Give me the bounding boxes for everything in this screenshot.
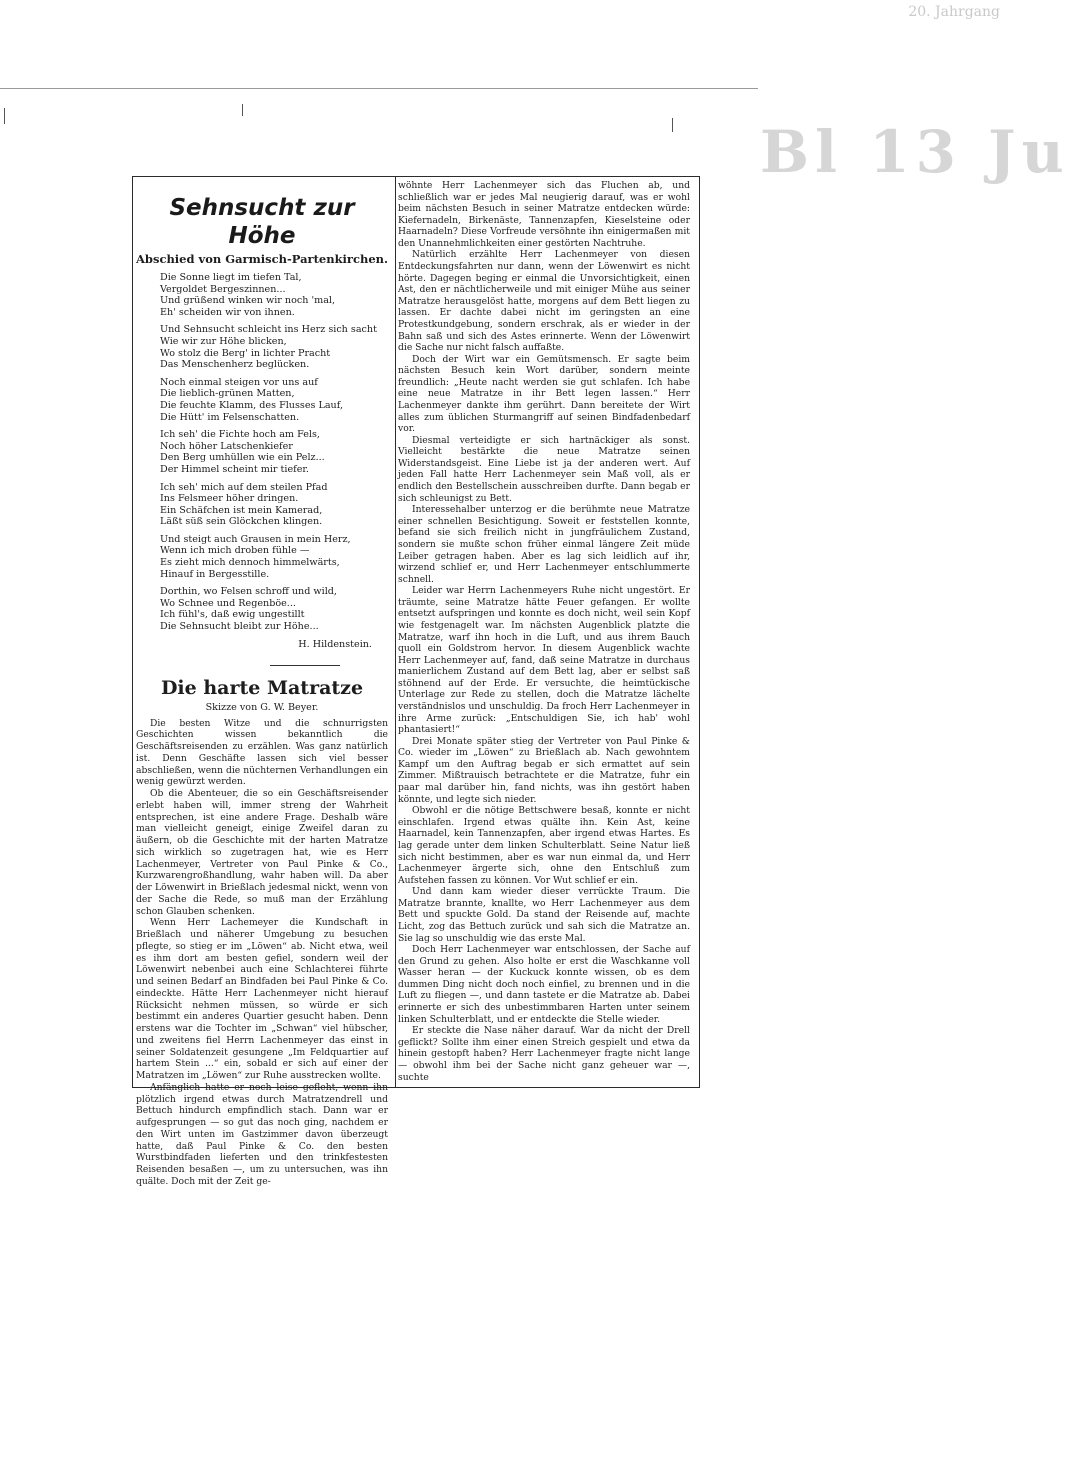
story-paragraph: Ob die Abenteuer, die so ein Geschäftsreisender erlebt haben will, immer streng der Wahrheit entsprechen, ist eine andere Frage. Deshalb wäre man vielleicht geneigt, einige Zweifel daran zu äußern, ob die Geschichte mit der harten Matratze sich wirklich so zugetragen hat, wie es Herr Lachenmeyer, Vertreter von Paul Pinke & Co., Kurzwarengroßhandlung, wahr haben will. Da aber der Löwenwirt in Brießlach jedesmal nickt, wenn von der Sache die Rede, so muß man der Erzählung schon Glauben schenken. — [136, 788, 388, 917]
poem-line: Wenn ich mich droben fühle — — [160, 545, 310, 557]
poem-line: Wo stolz die Berg' in lichter Pracht — [160, 347, 331, 359]
poem-line: Ich seh' mich auf dem steilen Pfad — [160, 481, 328, 493]
poem-author: H. Hildenstein. — [298, 638, 372, 650]
scan-mark — [242, 104, 243, 116]
story-paragraph: Die besten Witze und die schnurrigsten Geschichten wissen bekanntlich die Geschäftsreisenden zu erzählen. Was ganz natürlich ist. Denn Geschäfte lassen sich viel besser abschließen, wenn die nüchternen Verhandlungen ein wenig gewürzt werden. — [136, 717, 388, 788]
poem-stanza — [160, 272, 388, 318]
story-paragraph: Doch der Wirt war ein Gemütsmensch. Er sagte beim nächsten Besuch kein Wort darüber, sondern meinte freundlich: „Heute nacht werden sie gut schlafen. Ich habe eine neue Matratze in ihr Bett legen lassen.“ Herr Lachenmeyer dankte ihm gerührt. Dann bereitete der Wirt alles zum üblichen Sturmangriff auf seinen Bindfadenbedarf vor. — [398, 353, 690, 435]
scan-mark — [4, 108, 5, 124]
poem-line: Die feuchte Klamm, des Flusses Lauf, — [160, 399, 343, 411]
poem-line: Die Sonne liegt im tiefen Tal, — [160, 272, 302, 283]
story-paragraph: Wenn Herr Lachemeyer die Kundschaft in Brießlach und näherer Umgebung zu besuchen pflegte, so stieg er im „Löwen“ ab. Nicht etwa, weil es ihm dort am besten gefiel, sondern weil der Löwenwirt nebenbei auch eine Schlachterei führte und seinen Bedarf an Bindfaden bei Paul Pinke & Co. eindeckte. Hätte Herr Lachenmeyer nicht hierauf Rücksicht nehmen müssen, so würde er sich bestimmt ein anderes Quartier gesucht haben. Denn erstens war die Tochter im „Schwan“ viel hübscher, und zweitens fiel Herrn Lachenmeyer das einst in seiner Soldatenzeit gesungene „Im Feldquartier auf hartem Stein ...“ ein, sobald er sich auf einer der Matratzen im „Löwen“ zur Ruhe ausstrecken wollte. — [136, 917, 388, 1082]
poem-line: Und grüßend winken wir noch 'mal, — [160, 295, 336, 307]
poem-line: Ich fühl's, daß ewig ungestillt — [160, 609, 305, 621]
poem-line: Es zieht mich dennoch himmelwärts, — [160, 557, 340, 569]
poem-title: Sehnsucht zur Höhe — [169, 195, 355, 249]
poem-stanza — [160, 482, 388, 528]
poem-stanza — [160, 377, 388, 423]
poem-line: Läßt süß sein Glöckchen klingen. — [160, 516, 323, 528]
poem-stanza — [160, 586, 388, 632]
story-paragraph: Doch Herr Lachenmeyer war entschlossen, der Sache auf den Grund zu gehen. Also holte er erst die Waschkanne voll Wasser heran — der Kuckuck konnte wissen, ob es dem dummen Ding nicht doch noch einfiel, zu brennen und in die Luft zu fliegen —, und dann tastete er die Matratze ab. Dabei erinnerte er sich des unbestimmbaren Harten unter seinem linken Schulterblatt, und er entdeckte die Stelle wieder. — [398, 944, 690, 1025]
bleed-through-masthead: Bl 13 Ju — [760, 118, 1070, 186]
poem-line: Noch höher Latschenkiefer — [160, 440, 293, 452]
poem-line: Den Berg umhüllen wie ein Pelz... — [160, 452, 325, 464]
poem-line: Eh' scheiden wir von ihnen. — [160, 306, 295, 318]
poem-line: Dorthin, wo Felsen schroff und wild, — [160, 586, 337, 598]
story-paragraph: Diesmal verteidigte er sich hartnäckiger als sonst. Vielleicht bestärkte die neue Matratze seinen Widerstandsgeist. Eine Liebe ist ja der anderen wert. Auf jeden Fall hatte Herr Lachenmeyer sein Maß voll, als er endlich den Bestellschein ausschreiben durfte. Dann begab er sich schleunigst zu Bett. — [398, 434, 690, 504]
story-paragraph: Drei Monate später stieg der Vertreter von Paul Pinke & Co. wieder im „Löwen“ zu Brießlach ab. Nach gewohntem Kampf um den Auftrag begab er sich ermattet auf sein Zimmer. Mißtrauisch betrachtete er die Matratze, fuhr ein paar mal darüber hin, fand nichts, was ihn gestört haben könnte, und legte sich nieder. — [398, 735, 690, 805]
story-paragraph: Und dann kam wieder dieser verrückte Traum. Die Matratze brannte, knallte, wo Herr Lachenmeyer aus dem Bett und spuckte Gold. Da stand der Reisende auf, machte Licht, zog das Bettuch zurück und sah sich die Matratze an. Sie lag so unschuldig wie das erste Mal. — [398, 886, 690, 944]
poem-line: Die lieblich-grünen Matten, — [160, 388, 295, 400]
story-paragraph: Obwohl er die nötige Bettschwere besaß, konnte er nicht einschlafen. Irgend etwas quälte ihn. Kein Ast, keine Haarnadel, kein Tannenzapfen, aber irgend etwas Hartes. Es lag gerade unter dem linken Schulterblatt. Seine Natur ließ sich nicht bestimmen, aber es war nun einmal da, und Herr Lachenmeyer ärgerte sich, ohne den Entschluß zum Aufstehen fassen zu können. Vor Wut schlief er ein. — [398, 805, 690, 886]
page-fold-line — [0, 88, 758, 89]
poem-line: Und steigt auch Grausen in mein Herz, — [160, 533, 351, 545]
poem-line: Vergoldet Bergeszinnen... — [160, 283, 286, 295]
poem-line: Die Hütt' im Felsenschatten. — [160, 411, 300, 423]
right-column — [398, 180, 690, 1083]
story-paragraph: Interessehalber unterzog er die berühmte neue Matratze einer schnellen Besichtigung. Soweit er feststellen konnte, befand sie sich freilich nicht in jungfräulichem Zustand, sondern sie mußte schon früher einmal längere Zeit müde Leiber getragen haben. Aber es lag sich leidlich auf ihr, wirzend schlief er, und Herr Lachenmeyer entschlummerte schnell. — [398, 504, 690, 585]
poem-stanza — [160, 324, 388, 370]
story-paragraph: Leider war Herrn Lachenmeyers Ruhe nicht ungestört. Er träumte, seine Matratze hätte Feuer gefangen. Er wollte entsetzt aufspringen und konnte es doch nicht, weil sein Kopf wie festgenagelt war. Im nächsten Augenblick platzte die Matratze, warf ihn hoch in die Luft, und aus ihrem Bauch quoll ein Goldstrom hervor. In diesem Augenblick wachte Herr Lachenmeyer auf, fand, daß seine Matratze in durchaus manierlichem Zustand auf dem Bett lag, aber er selbst saß stöhnend auf der Erde. Er versuchte, die heimtückische Unterlage zur Rede zu stellen, doch die Matratze lächelte verständnislos und unschuldig. Da froch Herr Lachenmeyer in ihre Arme zurück: „Entschuldigen Sie, ich hab' wohl phantasiert!“ — [398, 585, 690, 736]
story-paragraph: Natürlich erzählte Herr Lachenmeyer von diesen Entdeckungsfahrten nur dann, wenn der Löwenwirt es nicht hörte. Dagegen beging er einmal die Unvorsichtigkeit, einen Ast, den er nächtlicherweile und mit einiger Mühe aus seiner Matratze herausgelöst hatte, morgens auf dem Bett liegen zu lassen. Er dachte dabei nicht im geringsten an eine Protestkundgebung, sondern erschrak, als er wieder in der Bahn saß und sich des Astes erinnerte. Wenn der Löwenwirt die Sache nur nicht falsch auffaßte. — [398, 249, 690, 354]
story-title: Die harte Matratze — [160, 676, 364, 699]
poem-line: Hinauf in Bergesstille. — [160, 568, 270, 580]
column-divider — [395, 176, 396, 1087]
poem-line: Das Menschenherz beglücken. — [160, 359, 310, 371]
poem-line: Der Himmel scheint mir tiefer. — [160, 463, 309, 475]
poem-line: Ich seh' die Fichte hoch am Fels, — [160, 429, 320, 441]
poem-line: Die Sehnsucht bleibt zur Höhe... — [160, 621, 319, 633]
story-paragraph: Er steckte die Nase näher darauf. War da nicht der Drell geflickt? Sollte ihm einer einen Streich gespielt und etwa da hinein gestopft haben? Herr Lachenmeyer fragte nicht lange — obwohl ihm bei der Sache nicht ganz geheuer war —, suchte — [398, 1025, 690, 1083]
left-column — [136, 180, 389, 1187]
poem-line: Und Sehnsucht schleicht ins Herz sich sacht — [160, 324, 377, 336]
poem-subtitle: Abschied von Garmisch-Partenkirchen. — [136, 252, 389, 266]
poem-stanza — [160, 534, 388, 580]
story-paragraph: Anfänglich hatte er noch leise gefleht, wenn ihn plötzlich irgend etwas durch Matratzendrell und Bettuch hindurch empfindlich stach. Dann war er aufgesprungen — so gut das noch ging, nachdem er den Wirt unten im Gastzimmer davon überzeugt hatte, daß Paul Pinke & Co. den besten Wurstbindfaden lieferten und den trinkfestesten Reisenden besaßen —, um zu untersuchen, was ihn quälte. Doch mit der Zeit ge- — [136, 1081, 388, 1187]
bleed-through-header — [820, 4, 1000, 44]
story-paragraph: wöhnte Herr Lachenmeyer sich das Fluchen ab, und schließlich war er jedes Mal neugierig darauf, was er wohl beim nächsten Besuch in seiner Matratze entdecken würde: Kiefernadeln, Birkenäste, Tannenzapfen, Kieselsteine oder Haarnadeln? Diese Vorfreude versöhnte ihn einigermaßen mit den Unannehmlichkeiten einer gestörten Nachtruhe. — [398, 180, 690, 249]
story-byline: Skizze von G. W. Beyer. — [205, 701, 319, 713]
poem-line: Noch einmal steigen vor uns auf — [160, 376, 318, 388]
poem-stanza — [160, 429, 388, 475]
poem-line: Ein Schäfchen ist mein Kamerad, — [160, 504, 323, 516]
poem-line: Wo Schnee und Regenböe... — [160, 597, 296, 609]
poem-line: Ins Felsmeer höher dringen. — [160, 493, 299, 505]
bleed-through-text: 20. Jahrgang — [908, 4, 1000, 20]
section-rule — [270, 665, 340, 666]
poem-line: Wie wir zur Höhe blicken, — [160, 335, 287, 347]
scan-mark — [672, 118, 673, 132]
